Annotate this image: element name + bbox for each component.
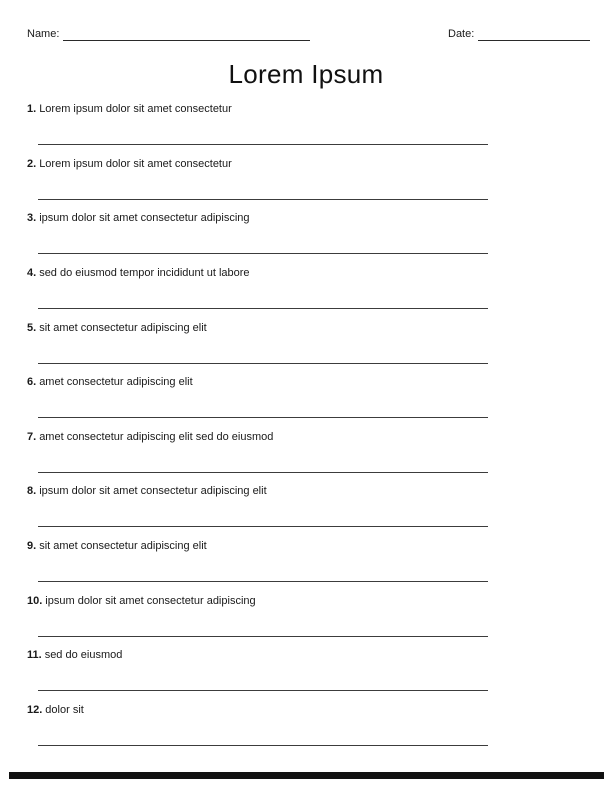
- question-text: [27, 322, 207, 335]
- answer-line[interactable]: [38, 472, 488, 473]
- question-item: [0, 212, 612, 267]
- question-text: [27, 595, 256, 608]
- question-label: sit amet consectetur adipiscing elit: [39, 540, 207, 552]
- question-number: 9.: [27, 540, 37, 552]
- question-item: [0, 267, 612, 322]
- answer-line[interactable]: [38, 690, 488, 691]
- question-number: 12.: [27, 703, 43, 716]
- answer-line[interactable]: [38, 636, 488, 637]
- question-item: [0, 595, 612, 650]
- question-item: [0, 540, 612, 595]
- question-label: ipsum dolor sit amet consectetur adipiscing elit: [39, 485, 267, 498]
- question-number: 7.: [27, 430, 37, 443]
- question-text: [27, 158, 232, 171]
- name-input-line[interactable]: [63, 28, 310, 41]
- question-item: [0, 322, 612, 377]
- question-item: [0, 431, 612, 486]
- question-number: 5.: [27, 321, 37, 334]
- question-label: sit amet consectetur adipiscing elit: [39, 321, 207, 334]
- question-item: [0, 158, 612, 213]
- question-item: [0, 704, 612, 759]
- question-label: dolor sit: [45, 703, 84, 716]
- question-text: [27, 704, 84, 717]
- answer-line[interactable]: [38, 144, 488, 145]
- question-label: ipsum dolor sit amet consectetur adipiscing: [45, 594, 256, 607]
- answer-line[interactable]: [38, 745, 488, 746]
- date-label: Date:: [448, 28, 475, 40]
- question-item: [0, 649, 612, 704]
- question-item: [0, 103, 612, 158]
- question-text: [27, 649, 122, 662]
- question-number: 8.: [27, 485, 37, 498]
- question-number: 10.: [27, 594, 43, 607]
- question-label: amet consectetur adipiscing elit: [39, 376, 193, 389]
- question-number: 4.: [27, 266, 37, 279]
- question-list: [0, 103, 612, 759]
- question-text: [27, 103, 232, 116]
- question-number: 6.: [27, 376, 37, 389]
- question-text: [27, 376, 193, 389]
- question-label: amet consectetur adipiscing elit sed do eiusmod: [39, 430, 274, 443]
- question-number: 2.: [27, 157, 37, 170]
- date-field-group: [448, 27, 590, 41]
- question-label: ipsum dolor sit amet consectetur adipiscing: [39, 212, 250, 225]
- question-number: 3.: [27, 212, 37, 225]
- question-text: [27, 431, 273, 444]
- question-number: 11.: [27, 649, 42, 662]
- question-text: [27, 212, 250, 225]
- question-item: [0, 376, 612, 431]
- name-field-group: [27, 27, 310, 41]
- question-label: Lorem ipsum dolor sit amet consectetur: [39, 157, 232, 170]
- answer-line[interactable]: [38, 363, 488, 364]
- question-item: [0, 485, 612, 540]
- question-text: [27, 485, 267, 498]
- question-label: Lorem ipsum dolor sit amet consectetur: [39, 103, 232, 115]
- question-number: 1.: [27, 103, 37, 115]
- date-input-line[interactable]: [478, 28, 590, 41]
- question-text: [27, 540, 207, 553]
- answer-line[interactable]: [38, 308, 488, 309]
- question-text: [27, 267, 250, 280]
- question-label: sed do eiusmod: [44, 649, 123, 662]
- answer-line[interactable]: [38, 581, 488, 582]
- answer-line[interactable]: [38, 199, 488, 200]
- footer-bar: [9, 772, 604, 779]
- page-title: Lorem Ipsum: [228, 59, 384, 89]
- answer-line[interactable]: [38, 526, 488, 527]
- question-label: sed do eiusmod tempor incididunt ut labore: [39, 266, 250, 279]
- answer-line[interactable]: [38, 417, 488, 418]
- answer-line[interactable]: [38, 253, 488, 254]
- name-label: Name:: [27, 28, 60, 40]
